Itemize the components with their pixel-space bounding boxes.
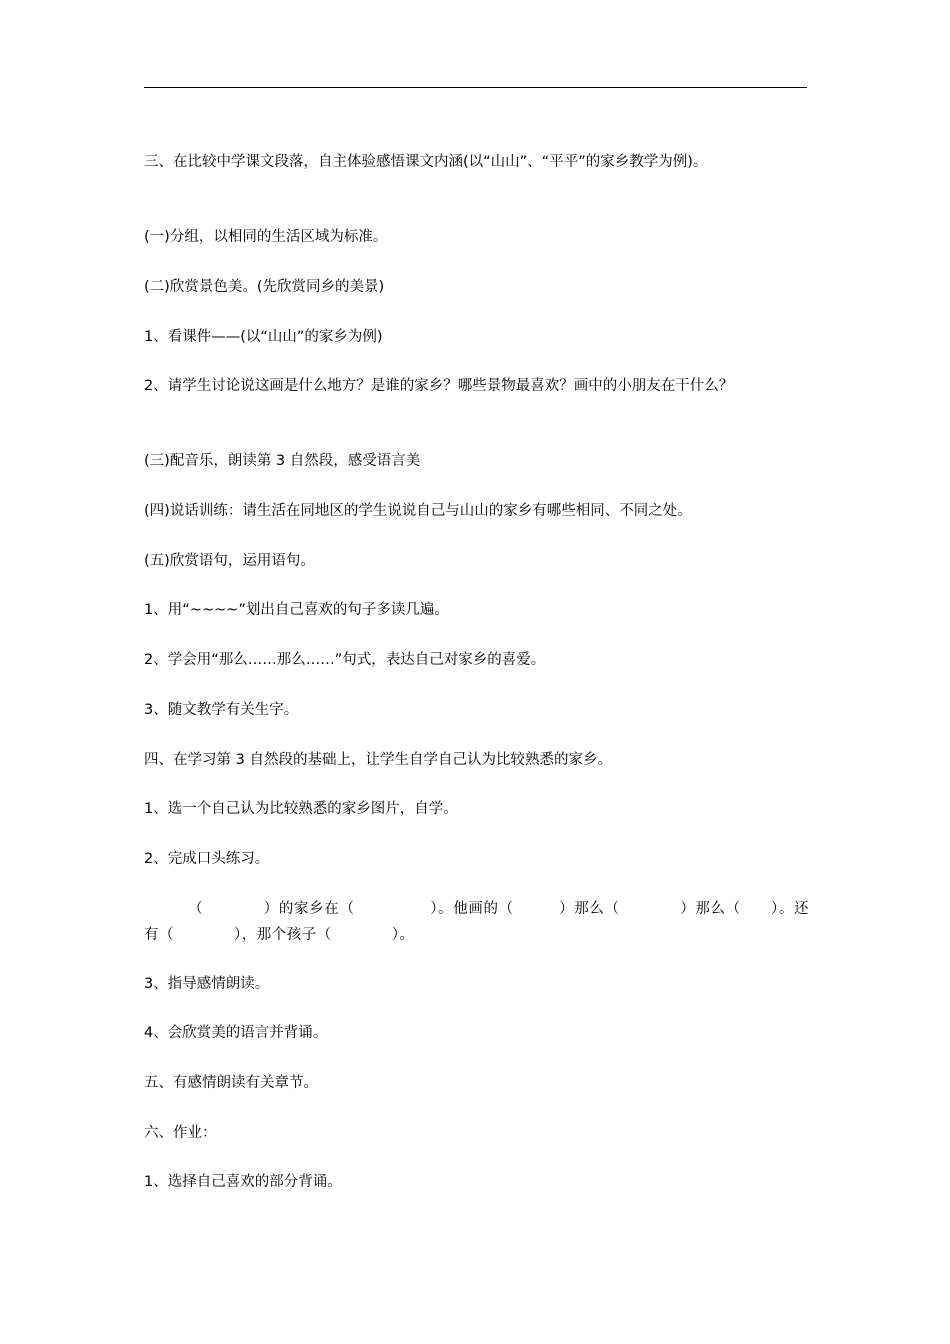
section-six-heading: 六、作业： <box>144 1125 217 1141</box>
item-recite: 4、会欣赏美的语言并背诵。 <box>144 1025 328 1041</box>
item-sentence-pattern: 2、学会用“那么……那么……”句式，表达自己对家乡的喜爱。 <box>144 652 546 668</box>
header-rule <box>144 87 807 88</box>
step-music-reading: (三)配音乐，朗读第 3 自然段，感受语言美 <box>144 453 421 469</box>
fill-in-blank-exercise <box>144 896 809 948</box>
fill-in-blank-text: （ ）的家乡在（ ）。他画的（ ）那么（ ）那么（ ）。还有（ ），那个孩子（ ）。 <box>144 901 809 943</box>
item-guided-reading: 3、指导感情朗读。 <box>144 976 270 992</box>
step-appreciate-sentences: (五)欣赏语句，运用语句。 <box>144 553 315 569</box>
item-oral-exercise: 2、完成口头练习。 <box>144 851 270 867</box>
section-five-heading: 五、有感情朗读有关章节。 <box>144 1075 318 1091</box>
item-discussion: 2、请学生讨论说这画是什么地方？是谁的家乡？哪些景物最喜欢？画中的小朋友在干什么？ <box>144 378 734 394</box>
step-speaking-training: (四)说话训练：请生活在同地区的学生说说自己与山山的家乡有哪些相同、不同之处。 <box>144 503 692 519</box>
step-grouping: (一)分组，以相同的生活区域为标准。 <box>144 229 388 245</box>
item-homework-recite: 1、选择自己喜欢的部分背诵。 <box>144 1174 342 1190</box>
item-mark-sentences: 1、用“~~~~”划出自己喜欢的句子多读几遍。 <box>144 602 449 618</box>
section-four-heading: 四、在学习第 3 自然段的基础上，让学生自学自己认为比较熟悉的家乡。 <box>144 752 612 768</box>
item-new-characters: 3、随文教学有关生字。 <box>144 702 299 718</box>
item-view-courseware: 1、看课件——(以“山山”的家乡为例) <box>144 329 383 345</box>
section-three-heading: 三、在比较中学课文段落，自主体验感悟课文内涵(以“山山”、“平平”的家乡教学为例)。 <box>144 154 708 170</box>
step-appreciate-scenery: (二)欣赏景色美。(先欣赏同乡的美景) <box>144 279 385 295</box>
item-choose-picture: 1、选一个自己认为比较熟悉的家乡图片，自学。 <box>144 801 458 817</box>
